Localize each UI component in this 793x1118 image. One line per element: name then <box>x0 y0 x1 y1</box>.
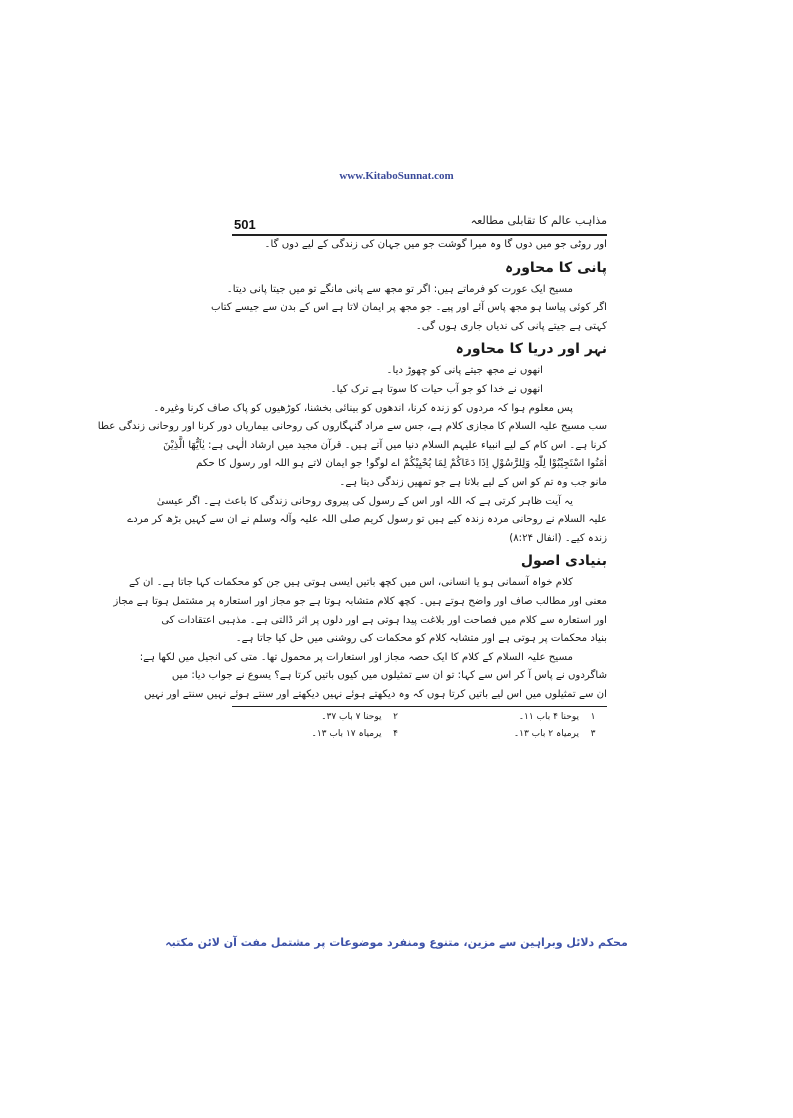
quote-line: انھوں نے مجھ جیتے پانی کو چھوڑ دیا۔ <box>386 365 543 377</box>
body-line: اور استعارہ سے کلام میں فصاحت اور بلاغت پیدا ہوتی ہے اور دلوں پر اثر ڈالتی ہے۔ مذہبی اعتقادات کی <box>161 614 607 626</box>
quote-line: انھوں نے خدا کو جو آب حیات کا سوتا ہے ترک کیا۔ <box>330 383 543 395</box>
site-url-watermark: www.KitaboSunnat.com <box>339 170 454 182</box>
footnote <box>410 709 608 726</box>
footnote <box>212 726 410 743</box>
running-title: مذاہب عالم کا تقابلی مطالعہ <box>470 214 607 227</box>
footnote <box>212 709 410 726</box>
body-line: علیہ السلام نے روحانی مردہ زندہ کیے ہیں تو رسول کریم صلی اللہ علیہ وآلہ وسلم نے ان سے کہیں بڑھ کر مردے <box>127 514 607 526</box>
page-number: 501 <box>234 217 256 232</box>
body-line: بنیاد محکمات پر ہوتی ہے اور متشابہ کلام کو محکمات کی روشنی میں حل کیا جاتا ہے۔ <box>235 633 607 645</box>
bottom-banner: محکم دلائل وبراہین سے مزین، متنوع ومنفرد موضوعات پر مشتمل مفت آن لائن مکتبہ <box>165 936 628 949</box>
section-heading-basic-principles: بنیادی اصول <box>520 553 607 570</box>
footnote-text: یوحنا ۷ باب ۳۷۔ <box>321 712 382 723</box>
body-line: زندہ کیے۔ (انفال ۸:۲۴) <box>509 532 607 544</box>
body-line: مسیح علیہ السلام کے کلام کا ایک حصہ مجاز اور استعارات پر محمول تھا۔ متی کی انجیل میں لکھا ہے: <box>139 651 573 663</box>
body-line: کہتی ہے جیتے پانی کی ندیاں جاری ہوں گی۔ <box>415 320 607 332</box>
body-line: شاگردوں نے پاس آ کر اس سے کہا: تو ان سے تمثیلوں میں کیوں باتیں کرتا ہے؟ یسوع نے جواب دیا: میں <box>171 670 607 682</box>
body-line: اگر کوئی پیاسا ہو مجھ پاس آئے اور پیے۔ جو مجھ پر ایمان لاتا ہے اس کے بدن سے جیسے کتاب <box>210 302 607 314</box>
footnote <box>410 726 608 743</box>
body-line: معنی اور مطالب صاف اور واضح ہوتے ہیں۔ کچھ کلام متشابہ ہوتا ہے جو مجاز اور استعارہ پر مشتمل ہوتا ہے مجاز <box>113 595 607 607</box>
footnote-text: یوحنا ۴ باب ۱۱۔ <box>518 712 579 723</box>
footnote-text: یرمیاہ ۲ باب ۱۳۔ <box>513 729 579 740</box>
footnote-marker: ۱ <box>590 712 596 723</box>
body-line: سب مسیح علیہ السلام کا مجازی کلام ہے، جس سے مراد گنہگاروں کی روحانی بیماریاں دور کرنا اور روحانی زندگی عطا <box>97 421 607 433</box>
footnote-marker: ۴ <box>393 729 398 740</box>
body-line: مانو جب وہ تم کو اس کے لیے بلاتا ہے جو تمھیں زندگی دیتا ہے۔ <box>339 476 607 488</box>
page-body <box>97 236 607 704</box>
footnote-text: یرمیاہ ۱۷ باب ۱۳۔ <box>311 729 382 740</box>
body-line: اٰمَنُوا اسْتَجِیْبُوْا لِلّٰہِ وَلِلرَّسُوْلِ اِذَا دَعَاکُمْ لِمَا یُحْیِیْکُمْ اے لوگو! جو ایمان لاتے ہو اللہ اور رسول کا حکم <box>196 458 607 470</box>
intro-line: اور روٹی جو میں دوں گا وہ میرا گوشت جو میں جہان کی زندگی کے لیے دوں گا۔ <box>264 239 607 250</box>
book-page <box>97 212 607 743</box>
footnote-row <box>212 709 607 726</box>
section-heading-water-idiom: پانی کا محاورہ <box>504 259 607 276</box>
body-line: کلام خواہ آسمانی ہو یا انسانی، اس میں کچھ باتیں ایسی ہوتی ہیں جن کو محکمات کہا جاتا ہے۔ ان کے <box>128 577 573 589</box>
body-line: پس معلوم ہوا کہ مردوں کو زندہ کرنا، اندھوں کو بینائی بخشنا، کوڑھیوں کو پاک صاف کرنا وغیرہ۔ <box>153 402 573 414</box>
footnote-marker: ۲ <box>393 712 398 723</box>
section-heading-river-idiom: نہر اور دریا کا محاورہ <box>455 341 607 358</box>
body-line: کرنا ہے۔ اس کام کے لیے انبیاء علیہم السلام دنیا میں آتے ہیں۔ قرآن مجید میں ارشاد الٰہی ہے: یٰاَیُّھَا الَّذِیْنَ <box>163 439 607 451</box>
body-line: یہ آیت ظاہر کرتی ہے کہ اللہ اور اس کے رسول کی پیروی روحانی زندگی کا باعث ہے۔ اگر عیسیٰ <box>156 495 573 507</box>
footnote-marker: ۳ <box>590 729 596 740</box>
footnotes <box>212 709 607 743</box>
footnote-rule <box>232 706 607 707</box>
page-header <box>212 212 607 234</box>
body-line: مسیح ایک عورت کو فرماتے ہیں: اگر تو مجھ سے پانی مانگے تو میں جیتا پانی دیتا۔ <box>226 283 573 295</box>
body-line: ان سے تمثیلوں میں اس لیے باتیں کرتا ہوں کہ وہ دیکھتے ہوئے نہیں دیکھتے اور سنتے ہوئے نہیں سنتے اور نہیں <box>143 688 607 700</box>
footnote-row <box>212 726 607 743</box>
